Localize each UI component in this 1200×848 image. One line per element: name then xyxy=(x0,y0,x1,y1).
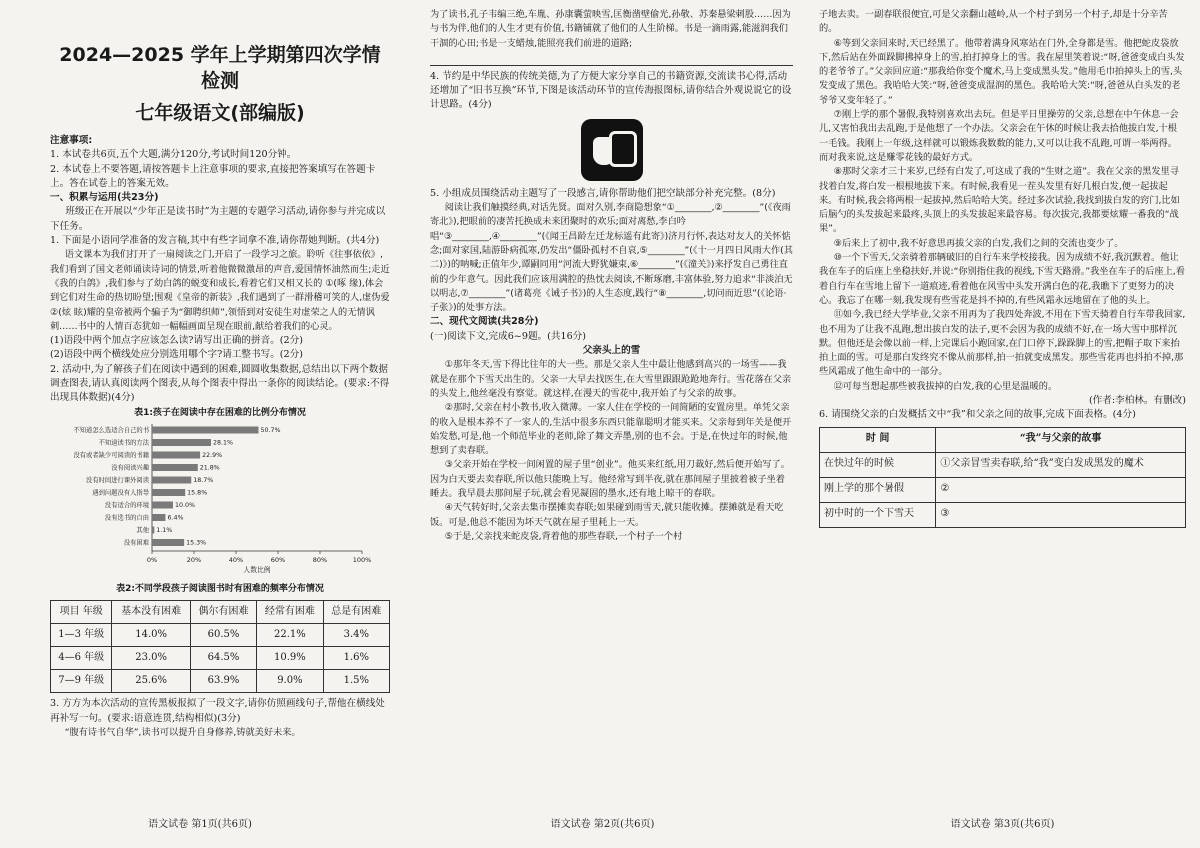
category-label: 没有选书的自由 xyxy=(104,514,149,522)
category-label: 没有阅读兴趣 xyxy=(111,464,149,472)
summary-table-row xyxy=(820,502,1186,527)
story-paragraph-3: ③父亲开始在学校一间闲置的屋子里“创业”。他买来红纸,用刀裁好,然后便开始写了。因为白天要去卖春联,所以他只能晚上写。他经常写到半夜,就在那间屋子里披着被子坐着睡去。我早晨去那间屋子玩,就会看见凝固的墨水,还有地上晾干的春联。 xyxy=(430,459,790,500)
question-1-sub-2: (2)语段中两个横线处应分别选用哪个字?请工整书写。(2分) xyxy=(50,349,303,361)
freq-table-cell: 1.5% xyxy=(323,670,389,693)
freq-table-cell: 1—3 年级 xyxy=(51,624,112,647)
notice-1: 1. 本试卷共6页,五个大题,满分120分,考试时间120分钟。 xyxy=(50,149,297,161)
freq-table-header-4: 总是有困难 xyxy=(323,601,389,624)
summary-table-row xyxy=(820,477,1186,502)
freq-table-row xyxy=(51,647,390,670)
question-3-text: “腹有诗书气自华”,读书可以提升自身修养,铸就美好未来。 xyxy=(64,726,301,738)
category-label: 没有时间进行课外阅读 xyxy=(86,476,149,484)
story-paragraph-6: ⑥等到父亲回来时,天已经黑了。他带着满身风寒站在门外,全身都是雪。他把蛇皮袋放下,然后站在外面跺脚拂掉身上的雪,拍打掉身上的雪。我在屋里笑着说:“呀,爸爸变成白头发的老爷爷了。”父亲回应道:“那我给你变个魔术,马上变成黑头发。”他用毛巾拍掉头上的雪,头发变成了黑色。我哈哈大笑:“呀,爸爸变成湿润的黑色。我哈哈大笑:“呀,爸爸从白头发的老爷爷又变年轻了。” xyxy=(819,37,1185,106)
story-paragraph-1: ①那年冬天,雪下得比往年的大一些。那是父亲人生中最让他感到高兴的一场雪——我就是在那个下雪天出生的。父亲一大早去找医生,在大雪里跟跟跄跄地奔行。雪花落在父亲的头发上,他丝毫没有察觉。就这样,在漫天的雪花中,我开始了与父亲的故事。 xyxy=(430,359,792,399)
freq-table-cell: 25.6% xyxy=(112,670,190,693)
bar xyxy=(152,451,200,458)
bar xyxy=(152,464,198,471)
story-paragraph-9: ⑨后来上了初中,我不好意思再拔父亲的白发,我们之间的交流也变少了。 xyxy=(833,237,1124,249)
x-tick-label: 100% xyxy=(352,555,372,564)
freq-table-cell: 9.0% xyxy=(257,670,323,693)
bar-value-label: 15.8% xyxy=(187,489,208,497)
story-paragraph-4: ④天气转好时,父亲去集市摆摊卖春联;如果碰到雨雪天,就只能收摊。摆摊就是看天吃饭。可是,他总不能因为坏天气就在屋子里耗上一天。 xyxy=(430,502,784,528)
summary-table-cell: 刚上学的那个暑假 xyxy=(820,477,936,502)
page-3 xyxy=(805,0,1200,848)
bar-value-label: 22.9% xyxy=(202,451,223,459)
freq-table-cell: 14.0% xyxy=(112,624,190,647)
bar-value-label: 15.3% xyxy=(186,539,207,547)
story-paragraph-10: ⑩一个下雪天,父亲骑着那辆破旧的自行车来学校接我。因为成绩不好,我沉默着。他让我在车子的后座上坐稳扶好,并说:“你别指住我的视线,下雪天路滑。”我坐在车子的后座上,看着自行车在雪地上留下一道痕迹,看着他在风雪中头发开满白色的花,我瞧下了更努力的决心。我忘了在哪一刻,我发现有些雪花是抖不掉的,有些风霜永远地留在了他的头上。 xyxy=(819,252,1185,306)
answer-line xyxy=(430,53,793,66)
bar xyxy=(152,476,191,483)
summary-table-header-0: 时 间 xyxy=(820,427,936,452)
question-5: 5. 小组成员围绕活动主题写了一段感言,请你帮助他们把空缺部分补充完整。(8分) xyxy=(430,187,776,199)
story-paragraph-12: ⑫可每当想起那些被我拔掉的白发,我的心里是温暖的。 xyxy=(833,380,1058,392)
bar-value-label: 10.0% xyxy=(175,501,196,509)
freq-table-header-3: 经常有困难 xyxy=(257,601,323,624)
freq-table-header-2: 偶尔有困难 xyxy=(190,601,256,624)
category-label: 没有或者缺少可阅读的书籍 xyxy=(73,451,149,459)
section-1-heading: 一、积累与运用(共23分) xyxy=(50,192,159,204)
question-1-sub-1: (1)语段中两个加点字应该怎么读?请写出正确的拼音。(2分) xyxy=(50,335,303,347)
summary-table-cell: ② xyxy=(936,477,1186,502)
exam-title: 2024—2025 学年上学期第四次学情检测 xyxy=(59,44,381,92)
freq-table-cell: 60.5% xyxy=(190,624,256,647)
category-label: 没有适合的环境 xyxy=(104,501,149,509)
category-label: 没有困难 xyxy=(123,539,149,547)
freq-table-cell: 64.5% xyxy=(190,647,256,670)
freq-table-header-0: 项目 年级 xyxy=(51,601,112,624)
x-tick-label: 40% xyxy=(228,555,244,564)
bar xyxy=(152,526,154,533)
question-1-passage: 语文课本为我们打开了一扇阅读之门,开启了一段学习之旅。聆听《往事依依》,我们看到了国文老师诵读诗词的情景,听着他微微激昂的声音,爱国情怀油然而生;走近《我的白鸽》,我们参与了幼白鸽的蜕变和成长,看着它们又相又长的 ①(啄 缘),体会到它们对生命的热切盼望;围观《皇帝的新装》,我们遇到了一群滑稽可笑的人,虚伪爱 ②(炫 眩)耀的皇帝被两个骗子为“御聘织师”,领悟到对安徒生对虚荣之人的无情讽刺……书中的人情百态犹如一幅幅画面呈现在眼前,献给着我们的心灵。 xyxy=(50,249,390,332)
author-note: (作者:李柏林。有删改) xyxy=(1088,395,1186,407)
freq-table-cell: 7—9 年级 xyxy=(51,670,112,693)
question-2: 2. 活动中,为了解孩子们在阅读中遇到的困难,圆圆收集数据,总结出以下两个数据调查图表,请认真阅读两个图表,从每个图表中得出一条你的阅读结论。(要求:不得出现具体数据)(4分) xyxy=(50,363,390,404)
bar xyxy=(152,514,165,521)
freq-table-cell: 22.1% xyxy=(257,624,323,647)
frequency-table xyxy=(50,600,390,693)
bar xyxy=(152,501,173,508)
bar-value-label: 28.1% xyxy=(213,439,234,447)
summary-table-row xyxy=(820,452,1186,477)
story-paragraph-5-continued: 子地去卖。一副春联很便宜,可是父亲翻山越岭,从一个村子到另一个村子,却是十分辛苦的。 xyxy=(819,9,1168,35)
freq-table-row xyxy=(51,624,390,647)
notice-heading: 注意事项: xyxy=(50,135,93,146)
bar xyxy=(152,539,184,546)
story-paragraph-11: ⑪如今,我已经大学毕业,父亲不用再为了我四处奔波,不用在下雪天骑着自行车带我回家,也不用为了让我不乱跑,想出拔白发的法子,更不会因为我的成绩不好,在一场大雪中那样沉默。但他还是会像以前一样,上完课后小跑回家,在门口停下,跺跺脚上的雪,把帽子取下来抬拍上面的雪。可是那白发终究不像从前那样,拍一拍就变成黑发。那些雪花再也抖拍不掉,那些风霜成了他生命中的一部分。 xyxy=(819,309,1186,378)
story-paragraph-7: ⑦刚上学的那个暑假,我特别喜欢出去玩。但是平日里操劳的父亲,总想在中午休息一会儿,又害怕我出去乱跑,于是他想了一个办法。父亲会在午休的时候让我去拾他拔白发,十根一毛钱。我刚上一年级,这样就可以锻炼我数数的能力,又可以让我不乱跑,可谓一举两得。而对我来说,这是赚零花钱的最好方式。 xyxy=(819,109,1179,163)
summary-table-cell: ①父亲冒雪卖春联,给“我”变白发成黑发的魔术 xyxy=(936,452,1186,477)
summary-table-cell: ③ xyxy=(936,502,1186,527)
x-tick-label: 0% xyxy=(146,555,158,564)
category-label: 遇到问题没有人指导 xyxy=(92,489,149,497)
page-2 xyxy=(400,0,805,848)
story-title: 父亲头上的雪 xyxy=(582,345,641,357)
question-4: 4. 节约是中华民族的传统美德,为了方便大家分享自己的书籍资源,交流读书心得,活动还增加了“旧书互换”环节,下图是该活动环节的宣传海报图标,请你结合外观说说它的设计思路。(4分) xyxy=(430,70,792,111)
freq-table-cell: 1.6% xyxy=(323,647,389,670)
x-tick-label: 20% xyxy=(186,555,202,564)
page-3-footer: 语文试卷 第3页(共6页) xyxy=(950,819,1055,830)
bar-value-label: 6.4% xyxy=(167,514,184,522)
book-exchange-icon xyxy=(581,119,643,181)
bar xyxy=(152,489,185,496)
table-title: 表2:不同学段孩子阅读图书时有困难的频率分布情况 xyxy=(116,583,324,594)
question-6: 6. 请围绕父亲的白发概括文中“我”和父亲之间的故事,完成下面表格。(4分) xyxy=(819,409,1136,421)
bar-value-label: 21.8% xyxy=(199,464,220,472)
page-1-footer: 语文试卷 第1页(共6页) xyxy=(148,819,252,830)
x-axis-label: 人数比例 xyxy=(243,565,271,574)
freq-table-header-1: 基本没有困难 xyxy=(112,601,190,624)
bar xyxy=(152,439,211,446)
category-label: 不知道读书的方法 xyxy=(98,439,149,447)
freq-table-cell: 4—6 年级 xyxy=(51,647,112,670)
difficulty-bar-chart xyxy=(50,422,390,580)
section-2-heading: 二、现代文阅读(共28分) xyxy=(430,316,539,328)
freq-table-row xyxy=(51,670,390,693)
freq-table-cell: 63.9% xyxy=(190,670,256,693)
story-summary-table xyxy=(819,427,1186,528)
exam-subtitle: 七年级语文(部编版) xyxy=(135,102,305,124)
x-tick-label: 60% xyxy=(270,555,286,564)
summary-table-header-1: “我”与父亲的故事 xyxy=(936,427,1186,452)
question-3-continued: 为了读书,孔子韦编三绝,车胤、孙康囊萤映雪,匡衡凿壁偷光,孙敬、苏秦悬梁刺股……因为与书为伴,他们的人生才更有价值,书籍铺就了他们的人生阶梯。书是一滴雨露,能滋润我们干涸的心田;书是一支蜡烛,能照亮我们前进的道路; xyxy=(430,9,791,49)
story-paragraph-8: ⑧那时父亲才三十来岁,已经有白发了,可这成了我的“生财之道”。我在父亲的黑发里寻找着白发,将白发一根根地拔下来。有时候,我看见一茬头发里有好几根白发,便一起拔起来。有时候,我会将两根一起拔掉,然后哈哈大笑。经过多次试验,我找到拔白发的窍门,比如后脑勺的头发拔起来最疼,头顶上的头发拔起来最容易。每次拔完,我都要炫耀一番我的“战果”。 xyxy=(819,166,1180,235)
freq-table-cell: 3.4% xyxy=(323,624,389,647)
bar-value-label: 1.1% xyxy=(156,526,173,534)
notice-2: 2. 本试卷上不要答题,请按答题卡上注意事项的要求,直接把答案填写在答题卡上。答在试卷上的答案无效。 xyxy=(50,163,376,189)
section-2a-heading: (一)阅读下文,完成6~9题。(共16分) xyxy=(430,330,587,342)
x-tick-label: 80% xyxy=(312,555,328,564)
chart-title: 表1:孩子在阅读中存在困难的比例分布情况 xyxy=(134,407,306,418)
freq-table-cell: 23.0% xyxy=(112,647,190,670)
question-1: 1. 下面是小语同学准备的发言稿,其中有些字词拿不准,请你帮她判断。(共4分) xyxy=(50,235,380,247)
page-1 xyxy=(0,0,400,848)
summary-table-cell: 在快过年的时候 xyxy=(820,452,936,477)
category-label: 不知道怎么选适合自己的书 xyxy=(73,426,149,434)
story-paragraph-5: ⑤于是,父亲找来蛇皮袋,背着他的那些春联,一个村子一个村 xyxy=(444,530,683,542)
bar-value-label: 18.7% xyxy=(193,476,214,484)
story-paragraph-2: ②那时,父亲在村小教书,收入微薄。一家人住在学校的一间简陋的安置房里。单凭父亲的收入是根本养不了一家人的,生活中很多东西只能靠聪明才能买来。父亲每到年关是便开始发愁,可是,他一个师范毕业的老师,除了舞文弄墨,别的也不会。于是,在快过年的时候,他想到了卖春联。 xyxy=(430,402,792,457)
page-2-footer: 语文试卷 第2页(共6页) xyxy=(550,819,655,830)
summary-table-cell: 初中时的一个下雪天 xyxy=(820,502,936,527)
question-3: 3. 方方为本次活动的宣传黑板报拟了一段文字,请你仿照画线句子,帮他在横线处再补写一句。(要求:语意连贯,结构相似)(3分) xyxy=(50,698,385,724)
activity-intro: 班级正在开展以“少年正是读书时”为主题的专题学习活动,请你参与并完成以下任务。 xyxy=(50,206,386,232)
question-5-passage: 阅读让我们触摸经典,对话先贤。面对久别,李商隐想象“①________,②________”(《夜雨寄北》),把眼前的凄苦托换成未来团聚时的欢乐;面对离愁,李白吟唱“③________,④________”(《闻王昌龄左迁龙标遥有此寄》)济月行怀,表达对友人的关怀惦念;面对家国,陆游卧病孤寒,仍发出“僵卧孤村不自哀,⑤________”(《十一月四日风雨大作(其二)》)的呐喊;正值年少,谭嗣同用“河流大野犹嫌束,⑥________”(《潼关》)来抒发自己勇往直前的少年意气。因此我们应该用满腔的热忱去阅读,不断琢磨,丰富体验,努力追求“非淡泊无以明志,⑦________”(诸葛亮《诫子书》)的人生态度,践行“⑧________,切问而近思”(《论语·子张》)的处事方法。 xyxy=(430,202,793,314)
bar-value-label: 50.7% xyxy=(260,426,281,434)
freq-table-cell: 10.9% xyxy=(257,647,323,670)
bar xyxy=(152,426,258,433)
category-label: 其他 xyxy=(136,526,149,534)
